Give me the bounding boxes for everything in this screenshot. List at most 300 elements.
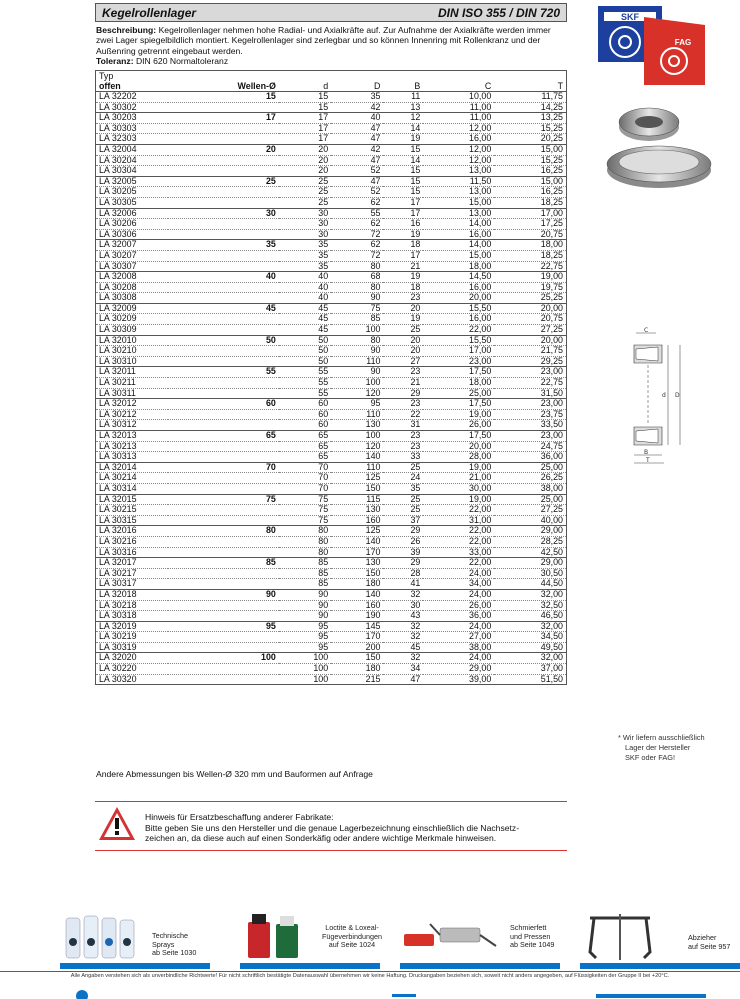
cell — [168, 600, 279, 611]
cell — [168, 123, 279, 134]
cell: 12,00 — [423, 155, 494, 166]
cell — [168, 388, 279, 399]
cell — [168, 346, 279, 357]
description-text: Kegelrollenlager nehmen hohe Radial- und Axialkräfte auf. Zur Aufnahme der Axialkräfte werden immer zwei Lager spiegelbildlich montiert. Kegelrollenlager sind zerlegbar und so können Innenring mit Rollenkranz und der Außenring getrennt eingebaut werden. — [96, 25, 551, 56]
cell: 20 — [383, 346, 423, 357]
divider — [240, 963, 380, 969]
cell: 90 — [331, 346, 383, 357]
divider — [580, 963, 740, 969]
header-col-3: D — [331, 81, 383, 92]
footer-product-links — [60, 912, 740, 970]
cell: 33 — [383, 452, 423, 463]
table-row — [96, 558, 567, 569]
cell: 22,00 — [423, 558, 494, 569]
cell: 46,50 — [494, 611, 566, 622]
cell: 65 — [279, 452, 331, 463]
spray-cans-image — [60, 912, 144, 960]
bearing-id: LA 30308 — [96, 293, 168, 304]
cell: 15,25 — [494, 123, 566, 134]
label-d-large: D — [675, 392, 680, 399]
pullers-page: auf Seite 957 — [688, 941, 731, 951]
cell: 11,00 — [423, 102, 494, 113]
cell: 22,75 — [494, 261, 566, 272]
cell: 85 — [279, 568, 331, 579]
footer-link-loctite[interactable] — [240, 912, 380, 970]
cell: 12 — [383, 113, 423, 124]
cell: 85 — [279, 558, 331, 569]
cell: 100 — [168, 653, 279, 664]
cell: 30 — [168, 208, 279, 219]
cell: 39 — [383, 547, 423, 558]
cell: 20,75 — [494, 314, 566, 325]
cell: 30 — [279, 219, 331, 230]
bearing-id: LA 30213 — [96, 441, 168, 452]
cell: 180 — [331, 579, 383, 590]
table-row — [96, 293, 567, 304]
bearing-id: LA 30207 — [96, 250, 168, 261]
table-row — [96, 102, 567, 113]
bearing-photo — [604, 92, 714, 190]
bearing-id: LA 30315 — [96, 515, 168, 526]
cell: 145 — [331, 621, 383, 632]
cell — [168, 632, 279, 643]
cell: 80 — [168, 526, 279, 537]
cell: 32,00 — [494, 589, 566, 600]
cell: 20,25 — [494, 134, 566, 145]
cell: 90 — [279, 611, 331, 622]
cell: 70 — [279, 483, 331, 494]
cell: 80 — [331, 335, 383, 346]
table-row — [96, 441, 567, 452]
cell: 18,25 — [494, 197, 566, 208]
cell: 62 — [331, 219, 383, 230]
cell: 44,50 — [494, 579, 566, 590]
cell: 33,50 — [494, 420, 566, 431]
cell: 15,00 — [423, 197, 494, 208]
cell: 80 — [279, 536, 331, 547]
cell — [168, 579, 279, 590]
cell: 22 — [383, 409, 423, 420]
cell: 65 — [279, 431, 331, 442]
table-row — [96, 611, 567, 622]
cell: 32,00 — [494, 621, 566, 632]
bearing-id: LA 32020 — [96, 653, 168, 664]
description-label: Beschreibung: — [96, 25, 157, 35]
cell: 130 — [331, 558, 383, 569]
bearing-id: LA 32009 — [96, 303, 168, 314]
cell — [168, 473, 279, 484]
cell: 55 — [279, 378, 331, 389]
tolerance-label: Toleranz: — [96, 56, 134, 67]
cell: 40,00 — [494, 515, 566, 526]
table-row — [96, 335, 567, 346]
cell: 19,00 — [494, 272, 566, 283]
cell: 37 — [383, 515, 423, 526]
cell: 31 — [383, 420, 423, 431]
cell: 23,00 — [423, 356, 494, 367]
table-row — [96, 462, 567, 473]
table-row — [96, 346, 567, 357]
cell: 20,00 — [423, 293, 494, 304]
disclaimer: Alle Angaben verstehen sich als unverbindliche Richtwerte! Für nicht schriftlich bestätigte Datenauswahl übernehmen wir keine Haftung. Druckangaben beziehen sich, soweit nicht anders angegeben, auf Flüssigkeiten der Gruppe II bei +20°C. — [0, 971, 740, 979]
cell: 20 — [279, 144, 331, 155]
cell: 29 — [383, 388, 423, 399]
table-row — [96, 250, 567, 261]
cell: 17 — [168, 113, 279, 124]
grease-gun-image — [400, 912, 500, 960]
cell: 38,00 — [423, 642, 494, 653]
cell: 19,00 — [423, 494, 494, 505]
cell: 40 — [279, 272, 331, 283]
cell: 14 — [383, 123, 423, 134]
cell: 60 — [279, 399, 331, 410]
cell: 65 — [168, 431, 279, 442]
table-row — [96, 600, 567, 611]
cell: 55 — [279, 367, 331, 378]
cell: 25,25 — [494, 293, 566, 304]
cell: 29,00 — [494, 558, 566, 569]
cell: 17 — [279, 123, 331, 134]
cell: 23 — [383, 431, 423, 442]
cell: 25 — [383, 462, 423, 473]
cell: 27,25 — [494, 325, 566, 336]
cell: 45 — [279, 303, 331, 314]
cell: 13,00 — [423, 166, 494, 177]
bearing-id: LA 30208 — [96, 282, 168, 293]
cell: 20,00 — [423, 441, 494, 452]
cell: 170 — [331, 547, 383, 558]
bearing-id: LA 30220 — [96, 664, 168, 675]
table-row — [96, 113, 567, 124]
cell: 100 — [279, 674, 331, 685]
fag-logo: FAG — [674, 38, 692, 47]
cell: 125 — [331, 526, 383, 537]
cell: 60 — [279, 409, 331, 420]
cell: 15 — [279, 102, 331, 113]
footer-link-sprays[interactable] — [60, 912, 210, 970]
cell: 130 — [331, 505, 383, 516]
bearing-id: LA 30209 — [96, 314, 168, 325]
cell: 120 — [331, 388, 383, 399]
cell: 90 — [279, 589, 331, 600]
cell: 24,75 — [494, 441, 566, 452]
cell: 20 — [383, 335, 423, 346]
cell: 26 — [383, 536, 423, 547]
cell: 17 — [383, 208, 423, 219]
cell — [168, 187, 279, 198]
cell: 90 — [331, 293, 383, 304]
brand-boxes-image — [597, 5, 707, 87]
cell: 45 — [383, 642, 423, 653]
cell: 65 — [279, 441, 331, 452]
cell — [168, 250, 279, 261]
cell: 60 — [168, 399, 279, 410]
table-row — [96, 589, 567, 600]
cell: 80 — [279, 547, 331, 558]
table-row — [96, 536, 567, 547]
tolerance-text: DIN 620 Normaltoleranz — [135, 56, 229, 67]
cell: 28 — [383, 568, 423, 579]
cell: 18,00 — [494, 240, 566, 251]
footer-link-grease[interactable] — [400, 912, 560, 970]
cell: 32 — [383, 589, 423, 600]
grease-label: Schmierfett — [510, 923, 547, 932]
cell: 13,00 — [423, 208, 494, 219]
cell: 70 — [168, 462, 279, 473]
cell: 23,00 — [494, 431, 566, 442]
cell: 190 — [331, 611, 383, 622]
cell — [168, 536, 279, 547]
bearing-id: LA 30302 — [96, 102, 168, 113]
bearing-id: LA 30319 — [96, 642, 168, 653]
table-row — [96, 134, 567, 145]
bearing-id: LA 32303 — [96, 134, 168, 145]
bearing-id: LA 32015 — [96, 494, 168, 505]
cell: 20 — [168, 144, 279, 155]
warning-line-1: Bitte geben Sie uns den Hersteller und die genaue Lagerbezeichnung einschließlich die Nachsetz- — [145, 822, 520, 833]
table-row — [96, 494, 567, 505]
warning-box — [95, 801, 567, 851]
cell: 95 — [331, 399, 383, 410]
table-row — [96, 176, 567, 187]
cell: 17,50 — [423, 399, 494, 410]
bearing-id: LA 30316 — [96, 547, 168, 558]
cell: 25 — [279, 197, 331, 208]
cell: 30 — [383, 600, 423, 611]
table-row — [96, 219, 567, 230]
description — [96, 25, 566, 67]
bearing-id: LA 32011 — [96, 367, 168, 378]
cell: 29,25 — [494, 356, 566, 367]
cell: 160 — [331, 515, 383, 526]
divider — [400, 963, 560, 969]
cell: 36,00 — [494, 452, 566, 463]
cell: 25 — [279, 187, 331, 198]
table-row — [96, 431, 567, 442]
cell: 17,00 — [494, 208, 566, 219]
cell — [168, 547, 279, 558]
cell: 62 — [331, 240, 383, 251]
table-row — [96, 515, 567, 526]
cell: 45 — [279, 314, 331, 325]
cell: 20,00 — [494, 303, 566, 314]
bearing-id: LA 30317 — [96, 579, 168, 590]
cell: 29 — [383, 526, 423, 537]
table-row — [96, 123, 567, 134]
cell: 18,25 — [494, 250, 566, 261]
table-row — [96, 378, 567, 389]
cell: 75 — [331, 303, 383, 314]
cell: 30,50 — [494, 568, 566, 579]
grease-label-2: und Pressen — [510, 931, 551, 941]
cell: 25,00 — [494, 494, 566, 505]
page-header — [95, 3, 567, 22]
cell: 12,00 — [423, 144, 494, 155]
bearing-id: LA 32004 — [96, 144, 168, 155]
table-row — [96, 325, 567, 336]
cell: 17 — [279, 113, 331, 124]
cell: 75 — [279, 515, 331, 526]
cell: 16,00 — [423, 314, 494, 325]
cell — [168, 134, 279, 145]
cell: 180 — [331, 664, 383, 675]
cell — [168, 197, 279, 208]
cell: 15,50 — [423, 335, 494, 346]
label-d-small: d — [662, 392, 666, 399]
bearing-id: LA 30216 — [96, 536, 168, 547]
cell: 15 — [168, 92, 279, 103]
cell: 85 — [279, 579, 331, 590]
cell: 50 — [168, 335, 279, 346]
cell: 47 — [331, 176, 383, 187]
footer-link-pullers[interactable] — [580, 912, 740, 970]
cell: 14,00 — [423, 240, 494, 251]
cell: 15,00 — [423, 250, 494, 261]
cell: 22,00 — [423, 536, 494, 547]
bearing-id: LA 32007 — [96, 240, 168, 251]
cell: 140 — [331, 452, 383, 463]
bearing-cross-section-diagram — [622, 325, 692, 465]
bearing-id: LA 32013 — [96, 431, 168, 442]
table-row — [96, 526, 567, 537]
cell — [168, 293, 279, 304]
cell — [168, 314, 279, 325]
cell: 10,00 — [423, 92, 494, 103]
cell: 23,00 — [494, 399, 566, 410]
cell — [168, 282, 279, 293]
table-row — [96, 621, 567, 632]
cell — [168, 568, 279, 579]
cell: 50 — [279, 346, 331, 357]
cell: 130 — [331, 420, 383, 431]
cell — [168, 674, 279, 685]
sprays-label: Technische Sprays — [152, 931, 188, 949]
cell: 16,00 — [423, 229, 494, 240]
cell: 85 — [331, 314, 383, 325]
cell: 47 — [383, 674, 423, 685]
cell: 100 — [331, 378, 383, 389]
cell: 18 — [383, 282, 423, 293]
header-col-2: d — [279, 81, 331, 92]
cell: 42 — [331, 144, 383, 155]
table-row — [96, 452, 567, 463]
header-col-4: B — [383, 81, 423, 92]
cell: 19 — [383, 272, 423, 283]
cell: 37,00 — [494, 664, 566, 675]
bearing-table — [95, 70, 567, 685]
cell: 25 — [383, 494, 423, 505]
cell: 14 — [383, 155, 423, 166]
bearing-id: LA 30318 — [96, 611, 168, 622]
cell: 26,00 — [423, 420, 494, 431]
cell: 16,25 — [494, 187, 566, 198]
cell: 15,50 — [423, 303, 494, 314]
cell — [168, 261, 279, 272]
bearing-id: LA 32010 — [96, 335, 168, 346]
bearing-id: LA 30311 — [96, 388, 168, 399]
cell: 43 — [383, 611, 423, 622]
bearing-id: LA 30307 — [96, 261, 168, 272]
supplier-note-line-3: SKF oder FAG! — [625, 753, 676, 762]
cell: 11,00 — [423, 113, 494, 124]
cell: 150 — [331, 568, 383, 579]
cell: 32 — [383, 621, 423, 632]
bearing-id: LA 30303 — [96, 123, 168, 134]
cell: 68 — [331, 272, 383, 283]
cell: 12,00 — [423, 123, 494, 134]
cell: 72 — [331, 229, 383, 240]
bearing-id: LA 30310 — [96, 356, 168, 367]
cell: 38,00 — [494, 483, 566, 494]
cell: 15,00 — [494, 144, 566, 155]
cell: 23 — [383, 441, 423, 452]
cell — [168, 452, 279, 463]
cell: 19,00 — [423, 462, 494, 473]
cell: 20,75 — [494, 229, 566, 240]
bearing-id: LA 32017 — [96, 558, 168, 569]
cell: 21,75 — [494, 346, 566, 357]
table-row — [96, 674, 567, 685]
cell: 90 — [331, 367, 383, 378]
cell: 215 — [331, 674, 383, 685]
cell: 24,00 — [423, 621, 494, 632]
cell: 47 — [331, 134, 383, 145]
cell: 13 — [383, 102, 423, 113]
bearing-id: LA 30320 — [96, 674, 168, 685]
table-row — [96, 208, 567, 219]
cell: 25 — [383, 325, 423, 336]
table-row — [96, 568, 567, 579]
cell: 15,25 — [494, 155, 566, 166]
cell: 25 — [168, 176, 279, 187]
table-row — [96, 505, 567, 516]
bearing-id: LA 32005 — [96, 176, 168, 187]
cell — [168, 483, 279, 494]
cell: 20 — [279, 166, 331, 177]
cell: 19 — [383, 229, 423, 240]
puller-tool-image — [580, 912, 660, 962]
cell: 41 — [383, 579, 423, 590]
cell: 16,00 — [423, 282, 494, 293]
cell — [168, 102, 279, 113]
header-col-1: Wellen-Ø — [168, 81, 279, 92]
cell: 90 — [168, 589, 279, 600]
cell: 150 — [331, 653, 383, 664]
cell: 15 — [383, 187, 423, 198]
cell: 47 — [331, 155, 383, 166]
cell: 100 — [331, 325, 383, 336]
cell — [168, 515, 279, 526]
bearing-id: LA 30217 — [96, 568, 168, 579]
cell: 25,00 — [423, 388, 494, 399]
cell: 16,25 — [494, 166, 566, 177]
cell: 17,00 — [423, 346, 494, 357]
table-row — [96, 240, 567, 251]
cell: 24,00 — [423, 568, 494, 579]
cell — [168, 611, 279, 622]
table-row — [96, 261, 567, 272]
cell: 55 — [279, 388, 331, 399]
cell: 17 — [383, 197, 423, 208]
cell: 22,75 — [494, 378, 566, 389]
cell: 70 — [279, 462, 331, 473]
cell — [168, 166, 279, 177]
cell: 33,00 — [423, 547, 494, 558]
header-col-6: T — [494, 81, 566, 92]
cell: 51,50 — [494, 674, 566, 685]
bearing-id: LA 30214 — [96, 473, 168, 484]
page-title: Kegelrollenlager — [102, 5, 197, 20]
